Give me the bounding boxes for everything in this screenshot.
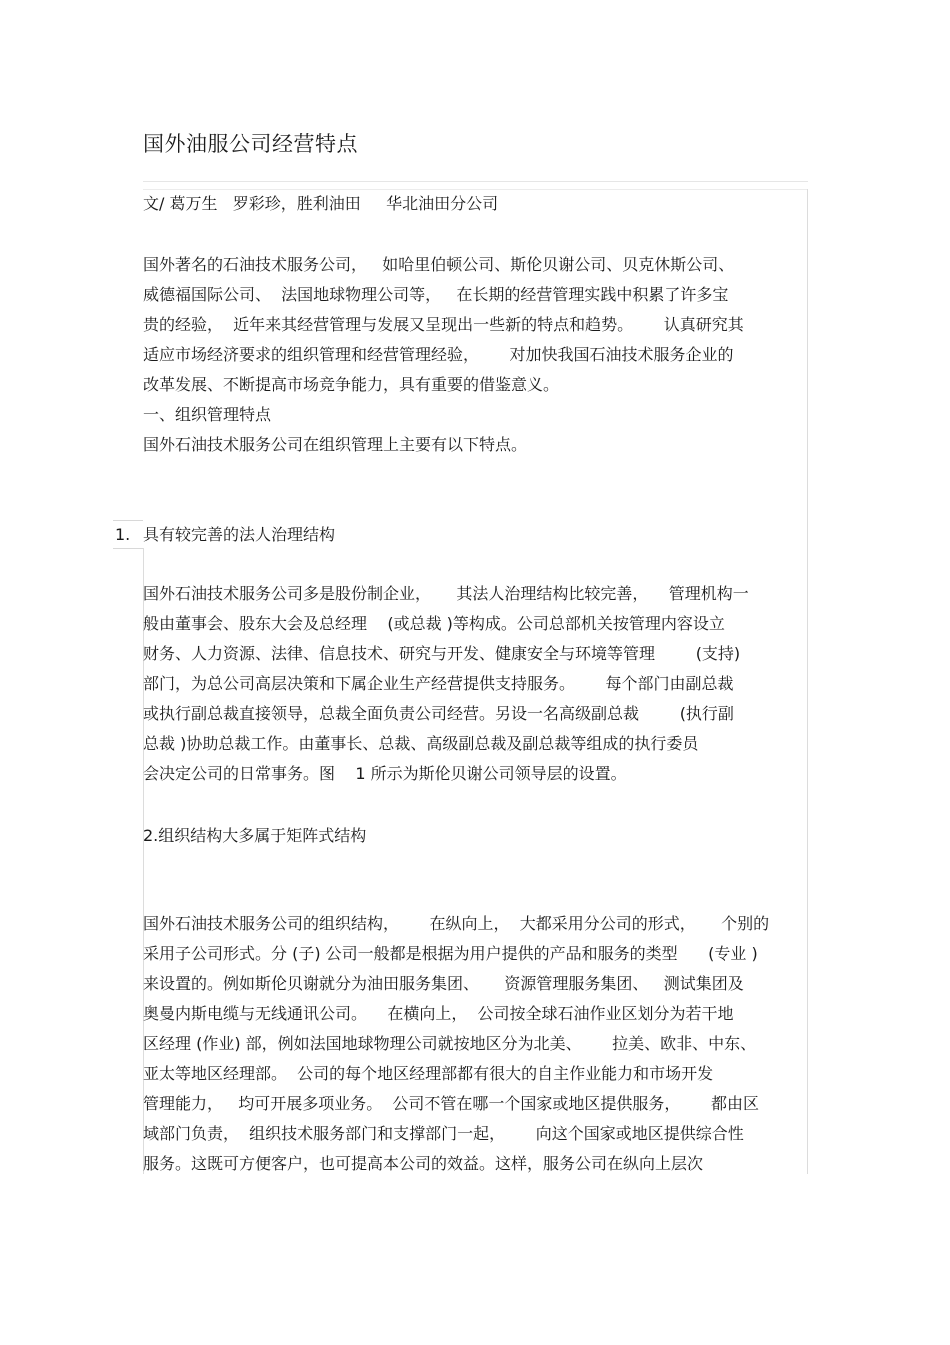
paragraph-line: 贵的经验， 近年来其经营管理与发展又呈现出一些新的特点和趋势。 认真研究其: [143, 315, 744, 334]
item-heading: 具有较完善的法人治理结构: [143, 525, 336, 544]
paragraph-line: 来设置的。例如斯伦贝谢就分为油田服务集团、 资源管理服务集团、 测试集团及: [143, 974, 744, 993]
list-number: 1.: [115, 525, 131, 544]
paragraph-line: 采用子公司形式。分 (子) 公司一般都是根据为用户提供的产品和服务的类型 (专业 ): [143, 944, 758, 963]
item-heading: 2.组织结构大多属于矩阵式结构: [143, 826, 367, 845]
paragraph-line: 国外著名的石油技术服务公司， 如哈里伯顿公司、斯伦贝谢公司、贝克休斯公司、: [143, 255, 735, 274]
content-frame-top: [143, 189, 808, 190]
title-divider: [143, 181, 808, 182]
section-heading: 一、组织管理特点: [143, 405, 272, 424]
page-title: 国外油服公司经营特点: [143, 132, 358, 156]
paragraph-line: 亚太等地区经理部。 公司的每个地区经理部都有很大的自主作业能力和市场开发: [143, 1064, 714, 1083]
paragraph-line: 奥曼内斯电缆与无线通讯公司。 在横向上， 公司按全球石油作业区划分为若干地: [143, 1004, 734, 1023]
paragraph-line: 区经理 (作业) 部，例如法国地球物理公司就按地区分为北美、 拉美、欧非、中东、: [143, 1034, 757, 1053]
byline: 文/ 葛万生 罗彩珍，胜利油田 华北油田分公司: [143, 194, 499, 213]
paragraph-line: 威德福国际公司、 法国地球物理公司等， 在长期的经营管理实践中积累了许多宝: [143, 285, 729, 304]
paragraph-line: 国外石油技术服务公司多是股份制企业， 其法人治理结构比较完善， 管理机构一: [143, 584, 749, 603]
paragraph-line: 财务、人力资源、法律、信息技术、研究与开发、健康安全与环境等管理 (支持): [143, 644, 741, 663]
paragraph-line: 般由董事会、股东大会及总经理 (或总裁 )等构成。公司总部机关按管理内容设立: [143, 614, 725, 633]
content-frame-right: [807, 189, 808, 1174]
paragraph-line: 部门，为总公司高层决策和下属企业生产经营提供支持服务。 每个部门由副总裁: [143, 674, 734, 693]
paragraph-line: 改革发展、不断提高市场竞争能力，具有重要的借鉴意义。: [143, 375, 560, 394]
paragraph-line: 管理能力， 均可开展多项业务。 公司不管在哪一个国家或地区提供服务， 都由区: [143, 1094, 759, 1113]
paragraph-line: 会决定公司的日常事务。图 1 所示为斯伦贝谢公司领导层的设置。: [143, 764, 627, 783]
section-intro: 国外石油技术服务公司在组织管理上主要有以下特点。: [143, 435, 528, 454]
paragraph-line: 总裁 )协助总裁工作。由董事长、总裁、高级副总裁及副总裁等组成的执行委员: [143, 734, 699, 753]
paragraph-line: 服务。这既可方便客户，也可提高本公司的效益。这样，服务公司在纵向上层次: [143, 1154, 704, 1173]
paragraph-line: 或执行副总裁直接领导，总裁全面负责公司经营。另设一名高级副总裁 (执行副: [143, 704, 734, 723]
paragraph-line: 域部门负责， 组织技术服务部门和支撑部门一起， 向这个国家或地区提供综合性: [143, 1124, 744, 1143]
paragraph-line: 适应市场经济要求的组织管理和经营管理经验， 对加快我国石油技术服务企业的: [143, 345, 734, 364]
paragraph-line: 国外石油技术服务公司的组织结构， 在纵向上， 大都采用分公司的形式， 个别的: [143, 914, 770, 933]
